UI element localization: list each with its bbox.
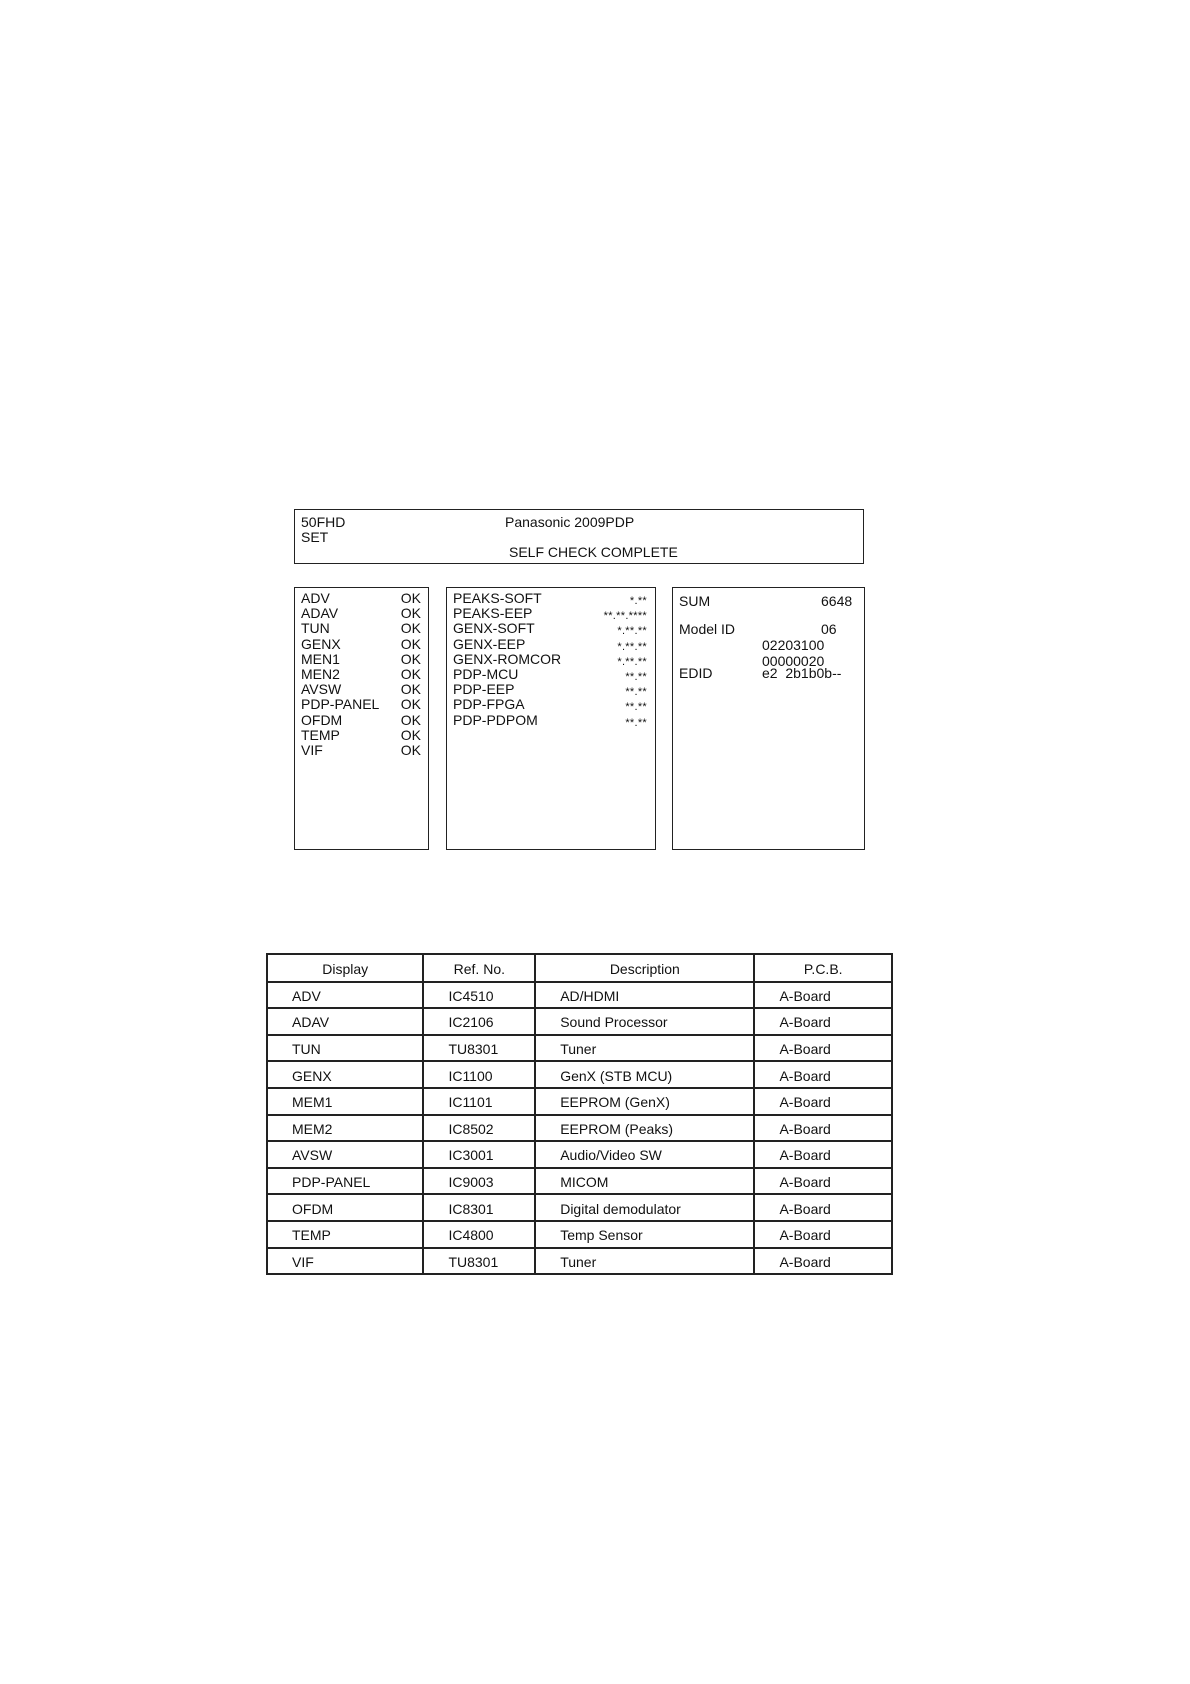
- version-row-name: PDP-FPGA: [453, 696, 525, 713]
- version-row-name: PEAKS-SOFT: [453, 590, 542, 606]
- system-info-panel: [672, 587, 865, 850]
- software-version-list: [453, 591, 647, 728]
- version-row: [453, 621, 647, 636]
- ic-status-row: [301, 591, 421, 606]
- version-row-name: GENX-EEP: [453, 635, 526, 652]
- pcb-cell: A-Board: [754, 1248, 892, 1275]
- pcb-cell: A-Board: [754, 1115, 892, 1142]
- display-cell: AVSW: [267, 1141, 423, 1168]
- version-row: [453, 652, 647, 667]
- pcb-cell: A-Board: [754, 1141, 892, 1168]
- column-header-ref-no: Ref. No.: [423, 954, 535, 982]
- ref-no-cell: IC3001: [423, 1141, 535, 1168]
- version-row-value: **.**: [625, 686, 647, 699]
- ic-status-row-value: OK: [400, 696, 421, 713]
- ic-status-row-name: MEN1: [301, 650, 340, 667]
- ic-status-row-name: TUN: [301, 620, 330, 637]
- display-cell: OFDM: [267, 1194, 423, 1221]
- description-cell: GenX (STB MCU): [535, 1061, 754, 1088]
- ref-no-cell: IC8301: [423, 1194, 535, 1221]
- software-version-panel: [446, 587, 656, 850]
- ref-no-cell: TU8301: [423, 1248, 535, 1275]
- ic-status-row: [301, 743, 421, 758]
- ic-status-row-value: OK: [400, 681, 421, 698]
- description-cell: Audio/Video SW: [535, 1141, 754, 1168]
- edid-value: e2 2b1b0b--: [762, 665, 842, 681]
- self-check-status: SELF CHECK COMPLETE: [509, 544, 678, 560]
- pcb-cell: A-Board: [754, 1221, 892, 1248]
- version-row: [453, 713, 647, 728]
- ic-status-row-name: OFDM: [301, 711, 343, 728]
- pcb-cell: A-Board: [754, 1168, 892, 1195]
- column-header-pcb: P.C.B.: [754, 954, 892, 982]
- brand-title: Panasonic 2009PDP: [505, 514, 635, 530]
- ref-no-cell: IC9003: [423, 1168, 535, 1195]
- ref-no-cell: TU8301: [423, 1035, 535, 1062]
- table-row: [267, 1008, 892, 1035]
- version-row-name: GENX-SOFT: [453, 620, 535, 637]
- ic-status-row-value: OK: [400, 620, 421, 637]
- ic-status-row: [301, 682, 421, 697]
- ic-status-row: [301, 621, 421, 636]
- version-row-value: *.**: [629, 595, 647, 607]
- version-row-value: *.**.**: [617, 625, 647, 638]
- ic-status-row: [301, 713, 421, 728]
- version-row-value: *.**.**: [617, 655, 647, 668]
- version-row-value: *.**.**: [617, 640, 647, 653]
- ic-status-row: [301, 652, 421, 667]
- version-row-name: PDP-EEP: [453, 681, 515, 698]
- description-cell: Sound Processor: [535, 1008, 754, 1035]
- model-name: 50FHD: [301, 514, 346, 530]
- ref-no-cell: IC4800: [423, 1221, 535, 1248]
- ref-no-cell: IC1100: [423, 1061, 535, 1088]
- pcb-cell: A-Board: [754, 1008, 892, 1035]
- ref-no-cell: IC4510: [423, 982, 535, 1009]
- table-row: [267, 982, 892, 1009]
- version-row: [453, 637, 647, 652]
- ref-no-cell: IC1101: [423, 1088, 535, 1115]
- ic-status-row-value: OK: [400, 650, 421, 667]
- description-cell: Tuner: [535, 1248, 754, 1275]
- ic-status-row-name: TEMP: [301, 726, 340, 743]
- model-id-value: 06: [821, 621, 837, 637]
- table-row: [267, 1035, 892, 1062]
- ic-status-row-name: VIF: [301, 741, 323, 758]
- table-row: [267, 1168, 892, 1195]
- edid-label: EDID: [679, 665, 713, 681]
- ic-status-row: [301, 606, 421, 621]
- ic-status-row-name: AVSW: [301, 681, 342, 698]
- table-row: [267, 1088, 892, 1115]
- ic-status-row: [301, 637, 421, 652]
- ic-status-row-name: GENX: [301, 635, 341, 652]
- ic-status-row-value: OK: [400, 635, 421, 652]
- ic-status-row: [301, 667, 421, 682]
- pcb-cell: A-Board: [754, 1061, 892, 1088]
- table-row: [267, 1221, 892, 1248]
- version-row: [453, 591, 647, 606]
- sum-label: SUM: [679, 593, 711, 609]
- version-row-value: **.**: [625, 701, 647, 714]
- ic-status-row-name: MEN2: [301, 665, 340, 682]
- display-cell: MEM2: [267, 1115, 423, 1142]
- sum-value: 6648: [821, 593, 853, 609]
- reference-table-header: [267, 954, 892, 982]
- ic-status-row-value: OK: [400, 741, 421, 758]
- version-row-name: PDP-MCU: [453, 665, 519, 682]
- display-cell: ADAV: [267, 1008, 423, 1035]
- version-row-value: **.**: [625, 716, 647, 729]
- table-row: [267, 1061, 892, 1088]
- ref-no-cell: IC2106: [423, 1008, 535, 1035]
- display-cell: TEMP: [267, 1221, 423, 1248]
- version-row-name: GENX-ROMCOR: [453, 650, 562, 667]
- description-cell: AD/HDMI: [535, 982, 754, 1009]
- ic-status-row-value: OK: [400, 590, 421, 606]
- version-row-value: **.**: [625, 670, 647, 683]
- display-cell: VIF: [267, 1248, 423, 1275]
- column-header-description: Description: [535, 954, 754, 982]
- display-cell: ADV: [267, 982, 423, 1009]
- pcb-cell: A-Board: [754, 982, 892, 1009]
- ic-status-row: [301, 728, 421, 743]
- description-cell: MICOM: [535, 1168, 754, 1195]
- ic-status-row-value: OK: [400, 726, 421, 743]
- version-row: [453, 606, 647, 621]
- table-row: [267, 1248, 892, 1275]
- description-cell: Digital demodulator: [535, 1194, 754, 1221]
- version-row-name: PDP-PDPOM: [453, 711, 538, 728]
- display-cell: MEM1: [267, 1088, 423, 1115]
- self-check-header-panel: [294, 509, 864, 564]
- ic-status-row-value: OK: [400, 711, 421, 728]
- column-header-display: Display: [267, 954, 423, 982]
- display-cell: PDP-PANEL: [267, 1168, 423, 1195]
- model-id-code-1: 02203100: [762, 637, 825, 653]
- ic-status-row-name: PDP-PANEL: [301, 696, 380, 713]
- version-row-value: **.**.****: [603, 610, 647, 623]
- mode-label: SET: [301, 529, 329, 545]
- ic-status-row-value: OK: [400, 665, 421, 682]
- version-row-name: PEAKS-EEP: [453, 605, 533, 622]
- ic-status-row-value: OK: [400, 605, 421, 622]
- pcb-cell: A-Board: [754, 1035, 892, 1062]
- pcb-cell: A-Board: [754, 1194, 892, 1221]
- description-cell: Temp Sensor: [535, 1221, 754, 1248]
- ic-status-row-name: ADV: [301, 590, 330, 606]
- version-row: [453, 682, 647, 697]
- ref-no-cell: IC8502: [423, 1115, 535, 1142]
- table-row: [267, 1194, 892, 1221]
- display-cell: TUN: [267, 1035, 423, 1062]
- reference-table: [266, 953, 893, 1275]
- table-row: [267, 1115, 892, 1142]
- ic-status-row: [301, 697, 421, 712]
- version-row: [453, 697, 647, 712]
- description-cell: Tuner: [535, 1035, 754, 1062]
- ic-status-list: [301, 591, 421, 758]
- description-cell: EEPROM (GenX): [535, 1088, 754, 1115]
- ic-status-row-name: ADAV: [301, 605, 339, 622]
- display-cell: GENX: [267, 1061, 423, 1088]
- ic-status-panel: [294, 587, 429, 850]
- model-id-label: Model ID: [679, 621, 736, 637]
- pcb-cell: A-Board: [754, 1088, 892, 1115]
- description-cell: EEPROM (Peaks): [535, 1115, 754, 1142]
- model-id-code-2: 00000020: [762, 653, 825, 669]
- table-row: [267, 1141, 892, 1168]
